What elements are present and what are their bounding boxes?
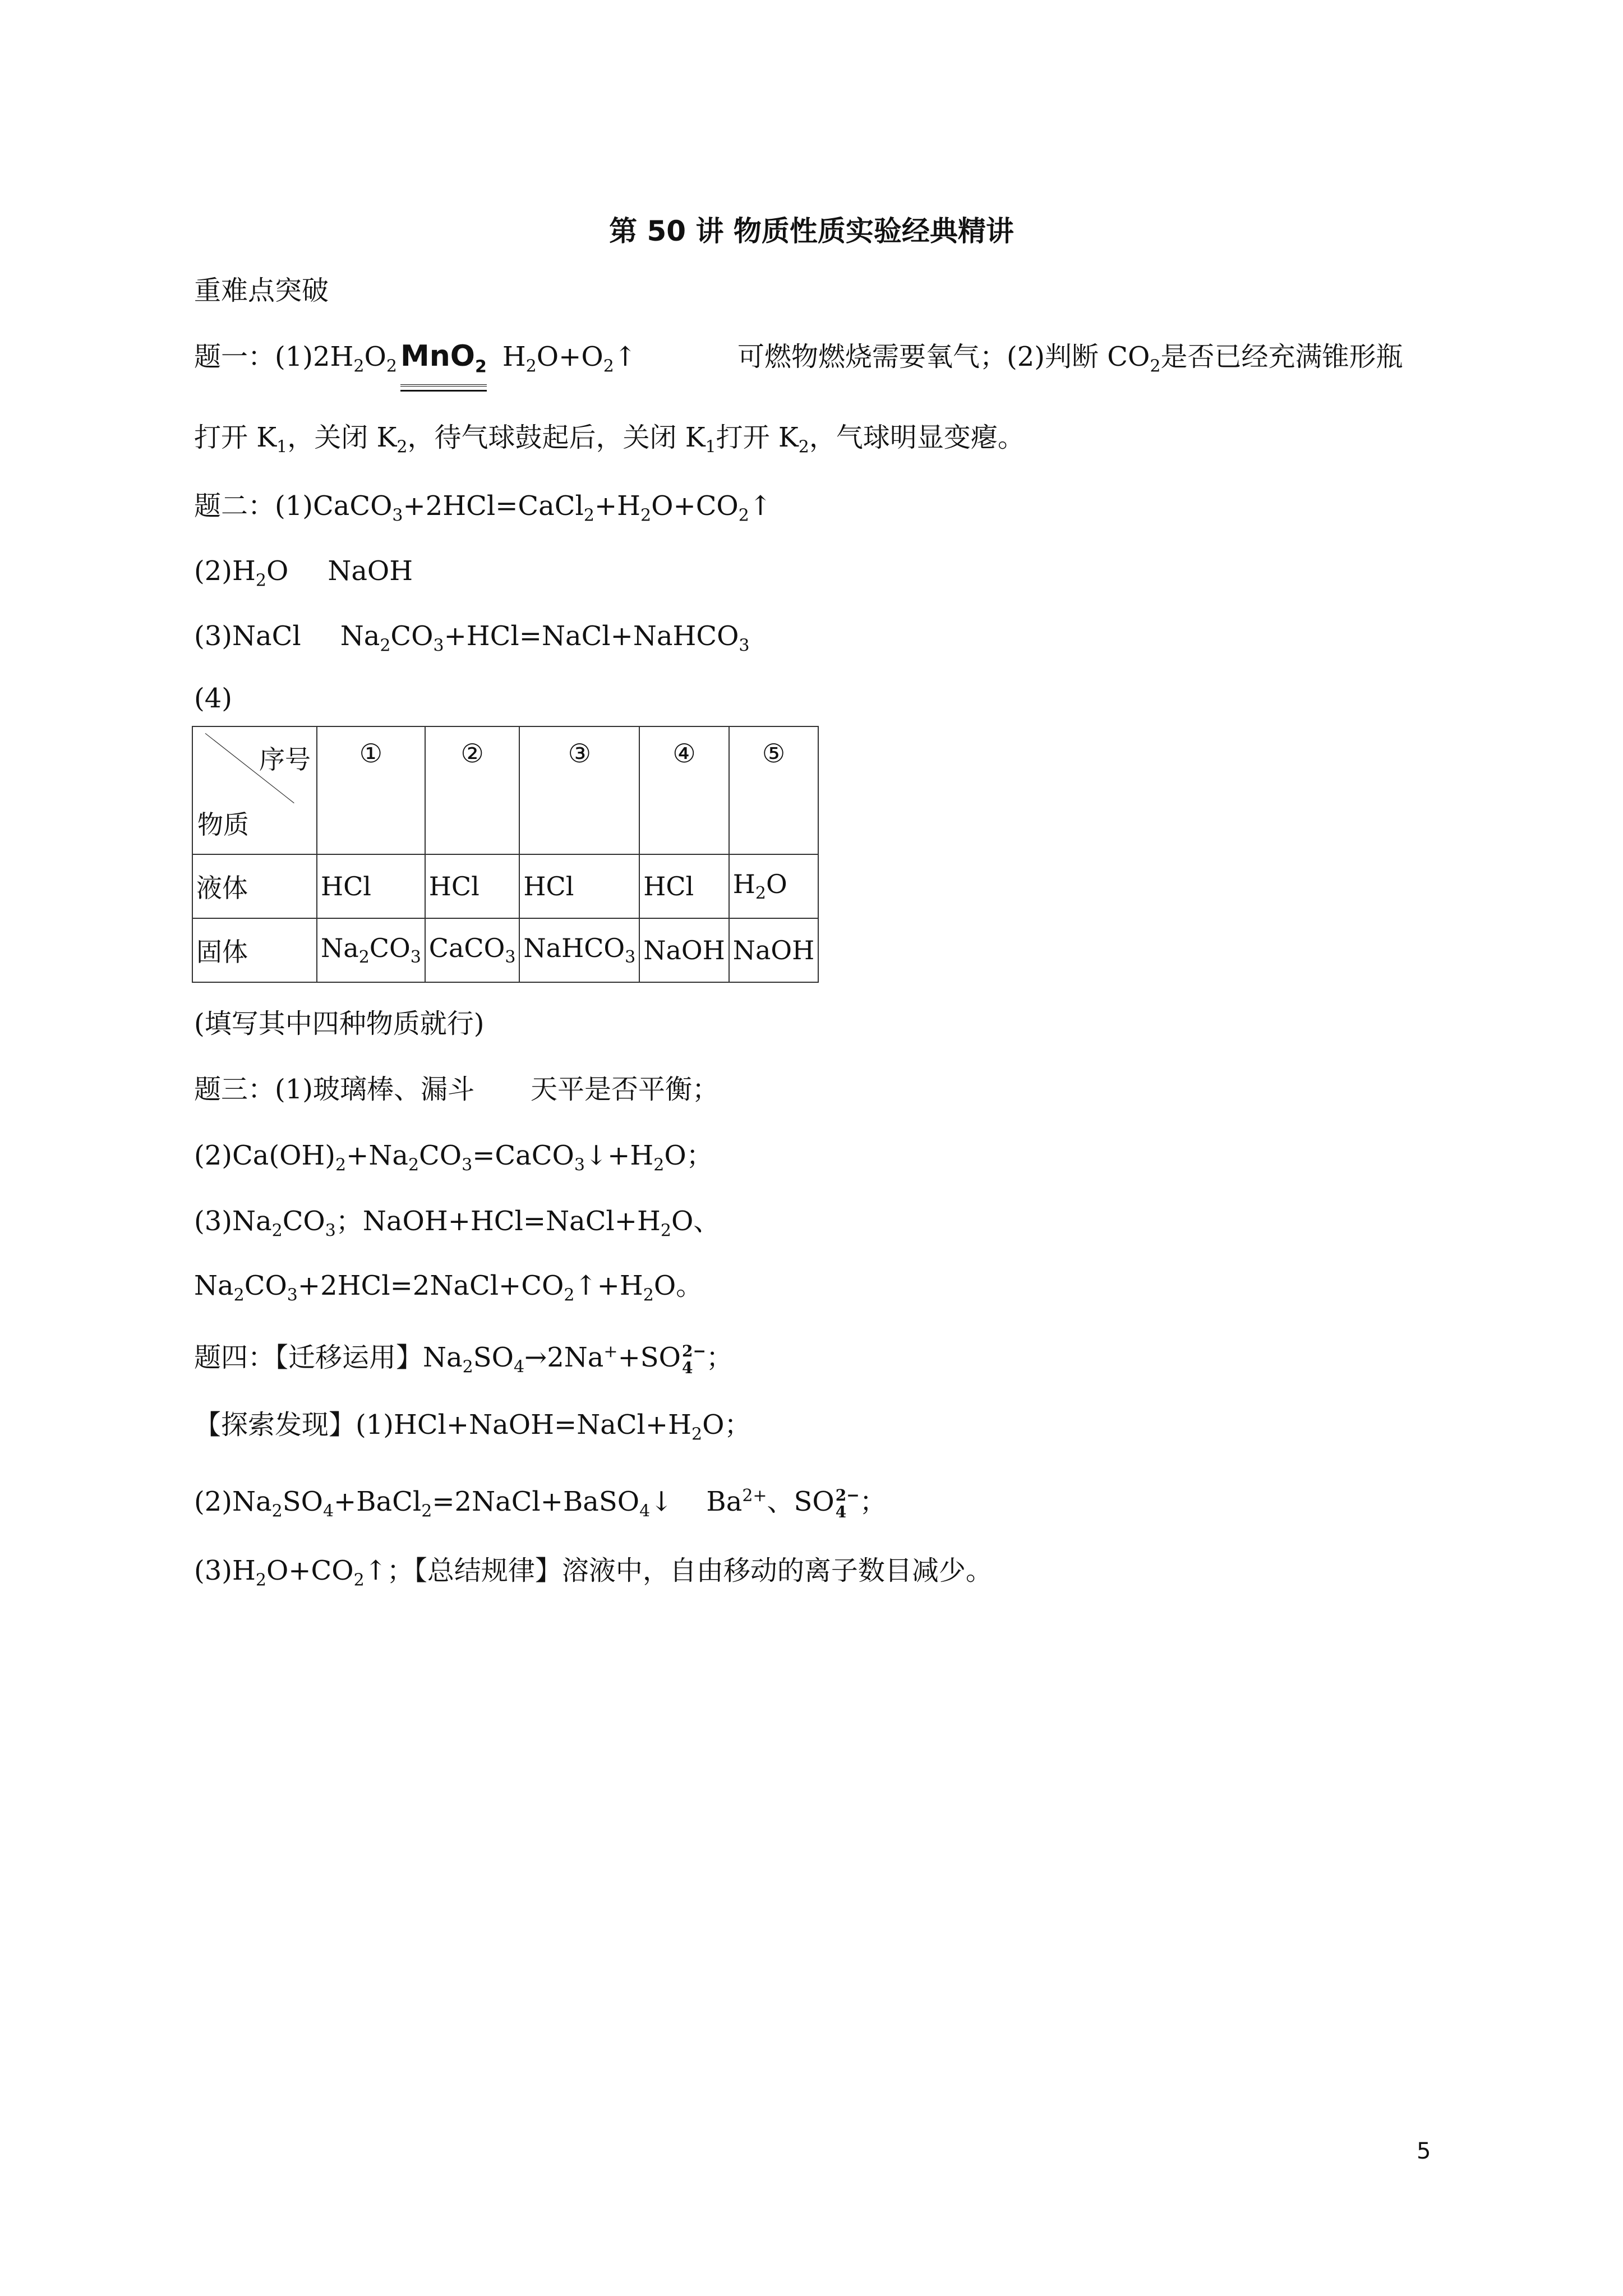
question-3-line-4: $Na_2CO_3+2HCl=2NaCl+CO_2↑+H_2O$。 <box>194 1270 703 1305</box>
question-4-line-2: 【探索发现】$(1)HCl+NaOH=NaCl+H_2O$； <box>194 1409 751 1444</box>
table-cell: HCl <box>639 854 729 918</box>
section-heading: 重难点突破 <box>194 275 329 306</box>
table-row-solid <box>192 918 818 982</box>
header-number-label: 序号 <box>259 744 311 775</box>
question-1-line-1: 题一：$(1)2H_2O_2$ MnO$_2$ $H_2O+O_2↑$ 可燃物燃烧需要氧气；(2)判断 $CO_2$是否已经充满锥形瓶 <box>194 339 1403 384</box>
table-cell: CaCO$_3$ <box>425 918 520 982</box>
table-column-header: ④ <box>639 726 729 854</box>
row-label: 固体 <box>192 918 317 982</box>
question-4-line-4: $(3)H_2O+CO_2↑$；【总结规律】溶液中，自由移动的离子数目减少。 <box>194 1555 993 1590</box>
table-cell: NaOH <box>639 918 729 982</box>
question-2-line-1: 题二：$(1)CaCO_3+2HCl=CaCl_2+H_2O+CO_2↑$ <box>194 490 772 526</box>
table-column-header: ③ <box>519 726 639 854</box>
table-cell: HCl <box>317 854 425 918</box>
ion-charge: 2− 4 <box>682 1341 706 1377</box>
table-cell: $H_2O$ <box>729 854 819 918</box>
question-3-line-3: $(3)Na_2CO_3$；$NaOH+HCl=NaCl+H_2O$、 <box>194 1205 721 1241</box>
question-4-line-1: 题四：【迁移运用】$Na_2SO_4\to 2Na^++SO$ 2− 4 ； <box>194 1341 733 1377</box>
question-3-line-1: 题三：(1)玻璃棒、漏斗 天平是否平衡； <box>194 1074 720 1105</box>
question-2-line-4: (4) <box>194 683 232 714</box>
table-row-liquid <box>192 854 818 918</box>
header-substance-label: 物质 <box>197 809 249 840</box>
table-cell: HCl <box>519 854 639 918</box>
table-cell: HCl <box>425 854 520 918</box>
question-3-line-2: $(2)Ca(OH)_2+Na_2CO_3=CaCO_3↓+H_2O$； <box>194 1140 713 1175</box>
table-corner-cell <box>192 726 317 854</box>
table-column-header: ① <box>317 726 425 854</box>
row-label: 液体 <box>192 854 317 918</box>
table-note: (填写其中四种物质就行) <box>194 1008 485 1039</box>
page-title: 第 50 讲 物质性质实验经典精讲 <box>609 215 1014 247</box>
question-2-line-2: $(2)H_2O$ NaOH <box>194 555 413 591</box>
ion-charge: 2− 4 <box>835 1485 860 1521</box>
table-cell: NaOH <box>729 918 819 982</box>
table-cell: $Na_2CO_3$ <box>317 918 425 982</box>
table-header-row <box>192 726 818 854</box>
question-2-line-3: (3)NaCl $Na_2CO_3+HCl=NaCl+NaHCO_3$ <box>194 620 750 656</box>
substance-table <box>192 726 819 983</box>
question-4-line-3: $(2)Na_2SO_4+BaCl_2=2NaCl+BaSO_4↓$ $Ba^{2+}$、SO 2− 4 ； <box>194 1485 887 1521</box>
question-1-line-2: 打开 $K_1$，关闭 $K_2$，待气球鼓起后，关闭 $K_1$打开 $K_2$，气球明显变瘪。 <box>194 422 1025 457</box>
catalyst-label: MnO$_2$ <box>400 339 487 384</box>
table-column-header: ⑤ <box>729 726 819 854</box>
table-column-header: ② <box>425 726 520 854</box>
page-number: 5 <box>1417 2138 1431 2164</box>
table-cell: NaHCO$_3$ <box>519 918 639 982</box>
